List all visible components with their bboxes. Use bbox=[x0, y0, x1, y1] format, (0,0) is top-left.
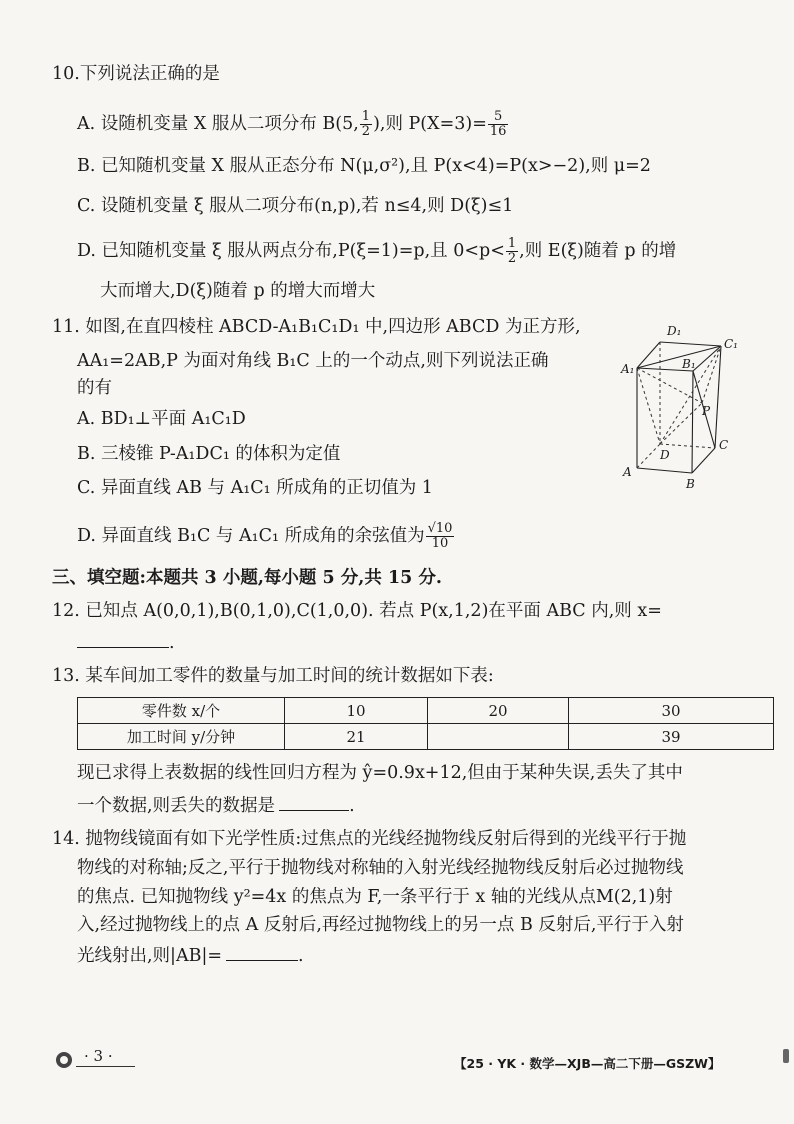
q14-answer-blank[interactable] bbox=[226, 946, 298, 961]
section-heading: 三、填空题:本题共 3 小题,每小题 5 分,共 15 分. bbox=[52, 568, 442, 588]
q12-line1: 12. 已知点 A(0,0,1),B(0,1,0),C(1,0,0). 若点 P(x,1,2)在平面 ABC 内,则 x= bbox=[52, 601, 662, 621]
q10-a-frac bbox=[360, 110, 372, 139]
q13-answer-blank[interactable] bbox=[279, 796, 349, 811]
q13-line1: 现已求得上表数据的线性回归方程为 ŷ=0.9x+12,但由于某种失误,丢失了其中 bbox=[77, 763, 683, 783]
frac-den: 2 bbox=[507, 251, 517, 266]
label-d1: D₁ bbox=[667, 324, 682, 338]
table-cell: 零件数 x/个 bbox=[78, 698, 285, 724]
q10-stem: 10.下列说法正确的是 bbox=[52, 64, 220, 84]
table-cell bbox=[428, 724, 569, 750]
q13-line2 bbox=[77, 795, 355, 817]
q11-d-frac bbox=[426, 522, 455, 551]
q11-option-a: A. BD₁⊥平面 A₁C₁D bbox=[77, 409, 246, 429]
label-c: C bbox=[719, 438, 729, 452]
frac-den: 2 bbox=[361, 124, 371, 139]
q11-option-b: B. 三棱锥 P-A₁DC₁ 的体积为定值 bbox=[77, 444, 341, 464]
q14-line5-pre: 光线射出,则|AB|= bbox=[77, 946, 223, 966]
q14-line4: 入,经过抛物线上的点 A 反射后,再经过抛物线上的另一点 B 反射后,平行于入射 bbox=[77, 915, 684, 935]
q10-option-a bbox=[77, 110, 509, 139]
page-number-text: · 3 · bbox=[76, 1047, 135, 1067]
q12-answer-line bbox=[77, 632, 175, 654]
q10-a-pre: A. 设随机变量 X 服从二项分布 B(5, bbox=[77, 114, 359, 134]
table-cell: 30 bbox=[569, 698, 774, 724]
q10-d-frac bbox=[506, 237, 518, 266]
table-row bbox=[78, 724, 774, 750]
q10-option-c: C. 设随机变量 ξ 服从二项分布(n,p),若 n≤4,则 D(ξ)≤1 bbox=[77, 196, 514, 216]
q12-end: . bbox=[169, 633, 175, 653]
q11-stem-line1: 11. 如图,在直四棱柱 ABCD-A₁B₁C₁D₁ 中,四边形 ABCD 为正方形, bbox=[52, 317, 581, 337]
q11-option-c: C. 异面直线 AB 与 A₁C₁ 所成角的正切值为 1 bbox=[77, 478, 433, 498]
table-row bbox=[78, 698, 774, 724]
table-cell: 21 bbox=[285, 724, 428, 750]
frac-den: 10 bbox=[431, 536, 449, 551]
label-d: D bbox=[660, 448, 670, 462]
label-p: P bbox=[702, 404, 711, 418]
q11-option-d bbox=[77, 522, 455, 551]
frac-num: 1 bbox=[507, 236, 517, 251]
q14-end: . bbox=[298, 946, 304, 966]
q13-end: . bbox=[349, 796, 355, 816]
table-cell: 10 bbox=[285, 698, 428, 724]
label-c1: C₁ bbox=[724, 337, 738, 351]
label-a: A bbox=[623, 465, 632, 479]
q12-answer-blank[interactable] bbox=[77, 633, 169, 648]
q10-option-b: B. 已知随机变量 X 服从正态分布 N(μ,σ²),且 P(x<4)=P(x>−2),则 μ=2 bbox=[77, 156, 651, 176]
q14-line3: 的焦点. 已知抛物线 y²=4x 的焦点为 F,一条平行于 x 轴的光线从点M(2,1)射 bbox=[77, 887, 673, 907]
q14-line1: 14. 抛物线镜面有如下光学性质:过焦点的光线经抛物线反射后得到的光线平行于抛 bbox=[52, 829, 687, 849]
table-cell: 39 bbox=[569, 724, 774, 750]
q13-data-table bbox=[77, 697, 774, 750]
frac-num: 5 bbox=[488, 110, 509, 125]
q10-d-post: ,则 E(ξ)随着 p 的增 bbox=[519, 241, 677, 261]
edge-mark-icon bbox=[783, 1049, 789, 1063]
q10-option-d-line2: 大而增大,D(ξ)随着 p 的增大而增大 bbox=[100, 281, 376, 301]
frac-num: 1 bbox=[361, 109, 371, 124]
frac-num: √10 bbox=[427, 521, 453, 536]
frac-den: 16 bbox=[489, 124, 507, 139]
table-cell: 20 bbox=[428, 698, 569, 724]
q13-line2-pre: 一个数据,则丢失的数据是 bbox=[77, 796, 276, 816]
page-number bbox=[76, 1047, 135, 1065]
q10-d-pre: D. 已知随机变量 ξ 服从两点分布,P(ξ=1)=p,且 0<p< bbox=[77, 241, 505, 261]
table-cell: 加工时间 y/分钟 bbox=[78, 724, 285, 750]
q11-stem-line2: AA₁=2AB,P 为面对角线 B₁C 上的一个动点,则下列说法正确 bbox=[77, 351, 549, 371]
q11-d-pre: D. 异面直线 B₁C 与 A₁C₁ 所成角的余弦值为 bbox=[77, 526, 425, 546]
prism-figure bbox=[620, 318, 745, 493]
q11-stem-line3: 的有 bbox=[77, 378, 112, 398]
q13-stem: 13. 某车间加工零件的数量与加工时间的统计数据如下表: bbox=[52, 666, 494, 686]
publisher-logo-icon bbox=[56, 1052, 72, 1068]
q10-a-mid: ),则 P(X=3)= bbox=[373, 114, 487, 134]
q10-a-answer-frac bbox=[488, 110, 509, 139]
label-b: B bbox=[686, 477, 695, 491]
label-b1: B₁ bbox=[682, 357, 696, 371]
q10-option-d bbox=[77, 237, 676, 266]
q14-line2: 物线的对称轴;反之,平行于抛物线对称轴的入射光线经抛物线反射后必过抛物线 bbox=[77, 858, 684, 878]
exam-code: 【25 · YK · 数学—XJB—高二下册—GSZW】 bbox=[454, 1056, 721, 1071]
label-a1: A₁ bbox=[621, 362, 635, 376]
q14-line5 bbox=[77, 945, 304, 967]
